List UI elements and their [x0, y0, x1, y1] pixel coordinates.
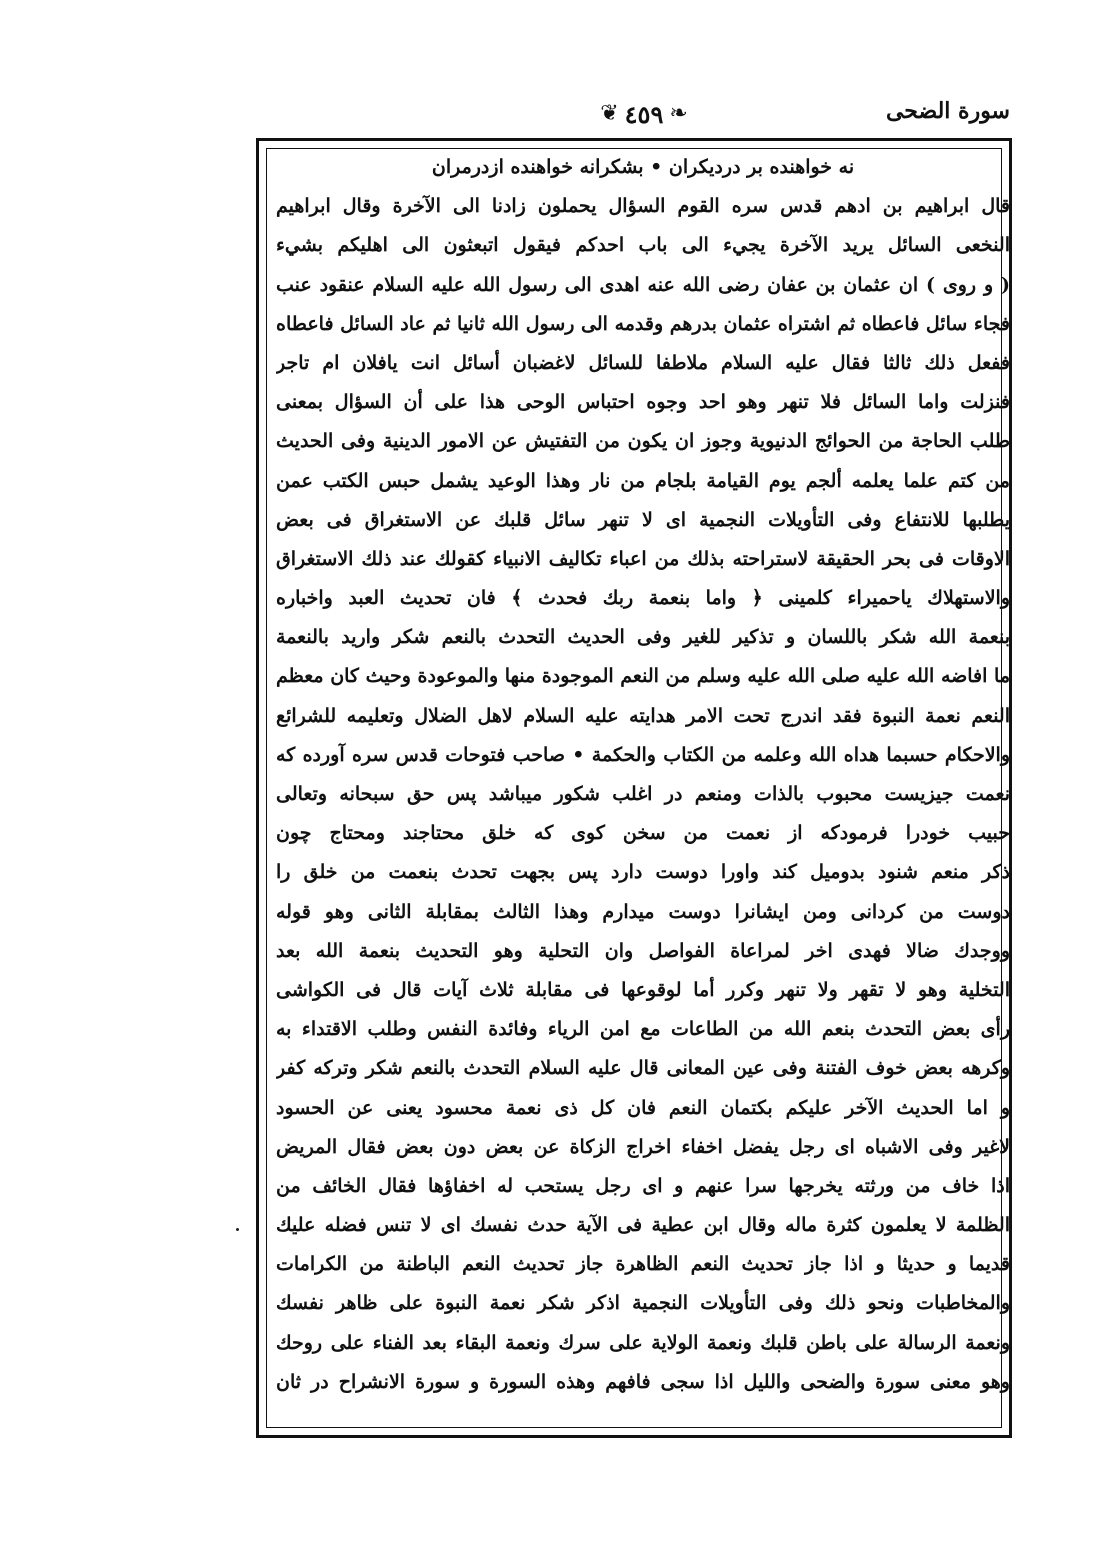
text-line: ( و روى ) ان عثمان بن عفان رضى الله عنه اهدى الى رسول الله عليه السلام عنقود عنب: [276, 273, 1010, 296]
scan-speck: [236, 1228, 239, 1231]
text-line: الظلمة لا يعلمون كثرة ماله وقال ابن عطية فى الآية حدث نفسك اى لا تنس فضله عليك: [276, 1214, 1010, 1237]
page-number-ornament: [576, 96, 712, 132]
body-text: [276, 148, 1010, 1402]
text-line: طلب الحاجة من الحوائج الدنيوية وجوز ان يكون من التفتيش عن الامور الدينية وفى الحديث: [276, 430, 1010, 453]
text-line: والاستهلاك ياحميراء كلمينى ﴿ واما بنعمة ربك فحدث ﴾ فان تحديث العبد واخباره: [276, 587, 1010, 610]
text-line: ونعمة الرسالة على باطن قلبك ونعمة الولاية على سرك ونعمة البقاء بعد الفناء على روحك: [276, 1331, 1010, 1354]
verse-line: نه خواهنده بر دردیكران • بشكرانه خواهنده ازدرمران: [431, 156, 855, 178]
text-line: والمخاطبات ونحو ذلك وفى التأويلات النجمية اذكر شكر نعمة النبوة على ظاهر نفسك: [276, 1292, 1010, 1315]
text-line: ووجدك ضالا فهدى اخر لمراعاة الفواصل وان التحلية وهو التحديث بنعمة الله بعد: [276, 939, 1010, 962]
text-line: الاوقات فى بحر الحقيقة لاستراحته بذلك من اعباء تكاليف الانبياء كقولك عند ذلك الاستغراق: [276, 547, 1010, 570]
text-line: نعمت جيزيست محبوب بالذات ومنعم در اغلب شكور ميباشد پس حق سبحانه وتعالى: [276, 783, 1010, 805]
text-line: و اما الحديث الآخر عليكم بكتمان النعم فان كل ذى نعمة محسود يعنى عن الحسود: [276, 1096, 1010, 1119]
text-line: رأى بعض التحدث بنعم الله من الطاعات مع امن الرياء وفائدة النفس وطلب الاقتداء به: [276, 1018, 1010, 1041]
text-line: وكرهه بعض خوف الفتنة وفى عين المعانى قال عليه السلام التحدث بالنعم شكر وتركه كفر: [276, 1057, 1010, 1080]
text-line: قال ابراهيم بن ادهم قدس سره القوم السؤال يحملون زادنا الى الآخرة وقال ابراهيم: [276, 195, 1010, 218]
text-line: ففعل ذلك ثالثا فقال عليه السلام ملاطفا للسائل لاغضبان أسائل انت يافلان ام تاجر: [276, 351, 1010, 374]
left-ornament-icon: ❦: [600, 101, 619, 126]
text-line: يطلبها للانتفاع وفى التأويلات النجمية اى لا تنهر سائل قلبك عن الاستغراق فى بعض: [276, 508, 1010, 531]
text-line: لاغير وفى الاشباه اى رجل يفضل اخفاء اخراج الزكاة عن بعض دون بعض فقال المريض: [276, 1135, 1010, 1158]
text-line: وهو معنى سورة والضحى والليل اذا سجى فافهم وهذه السورة و سورة الانشراح در ثان: [276, 1370, 1010, 1393]
surah-title: سورة الضحى: [885, 98, 1010, 124]
page-header: [258, 96, 1010, 136]
text-line: ذكر منعم شنود بدوميل كند واورا دوست دارد پس بجهت تحدث بنعمت من خلق را: [276, 861, 1010, 884]
text-line: التخلية وهو لا تقهر ولا تنهر وكرر أما لوقوعها فى مقابلة ثلاث آيات قال فى الكواشى: [276, 978, 1010, 1001]
page-number: ٤٥٩: [624, 99, 664, 129]
text-line: النعم نعمة النبوة فقد اندرج تحت الامر هدايته عليه السلام لاهل الضلال وتعليمه للشرائع: [276, 704, 1010, 727]
text-line: والاحكام حسبما هداه الله وعلمه من الكتاب والحكمة • صاحب فتوحات قدس سره آورده كه: [276, 743, 1010, 766]
text-line: النخعى السائل يريد الآخرة يجيء الى باب احدكم فيقول اتبعثون الى اهليكم بشيء: [276, 234, 1010, 257]
text-line: فنزلت واما السائل فلا تنهر وهو احد وجوه احتباس الوحى هذا على أن السؤال بمعنى: [276, 391, 1010, 414]
right-ornament-icon: ❧: [669, 101, 688, 126]
text-line: من كتم علما يعلمه ألجم يوم القيامة بلجام من نار وهذا الوعيد يشمل حبس الكتب عمن: [276, 469, 1010, 492]
text-line: اذا خاف من ورثته يخرجها سرا عنهم و اى رجل يستحب له اخفاؤها فقال الخائف من: [276, 1174, 1010, 1197]
text-line: دوست من كردانى ومن ايشانرا دوست ميدارم وهذا الثالث بمقابلة الثانى وهو قوله: [276, 900, 1010, 923]
text-line: ما افاضه الله عليه صلى الله عليه وسلم من النعم الموجودة منها والموعودة وحيث كان معظم: [276, 665, 1010, 688]
text-line: فجاء سائل فاعطاه ثم اشتراه عثمان بدرهم وقدمه الى رسول الله ثانيا ثم عاد السائل فاعطاه: [276, 312, 1010, 335]
text-line: حبيب خودرا فرمودكه از نعمت من سخن كوى كه خلق محتاجند ومحتاج چون: [276, 822, 1010, 845]
text-line: قديما و حديثا و اذا جاز تحديث النعم الظاهرة جاز تحديث النعم الباطنة من الكرامات: [276, 1253, 1010, 1276]
text-line: بنعمة الله شكر باللسان و تذكير للغير وفى الحديث التحدث بالنعم شكر واريد بالنعمة: [276, 626, 1010, 649]
